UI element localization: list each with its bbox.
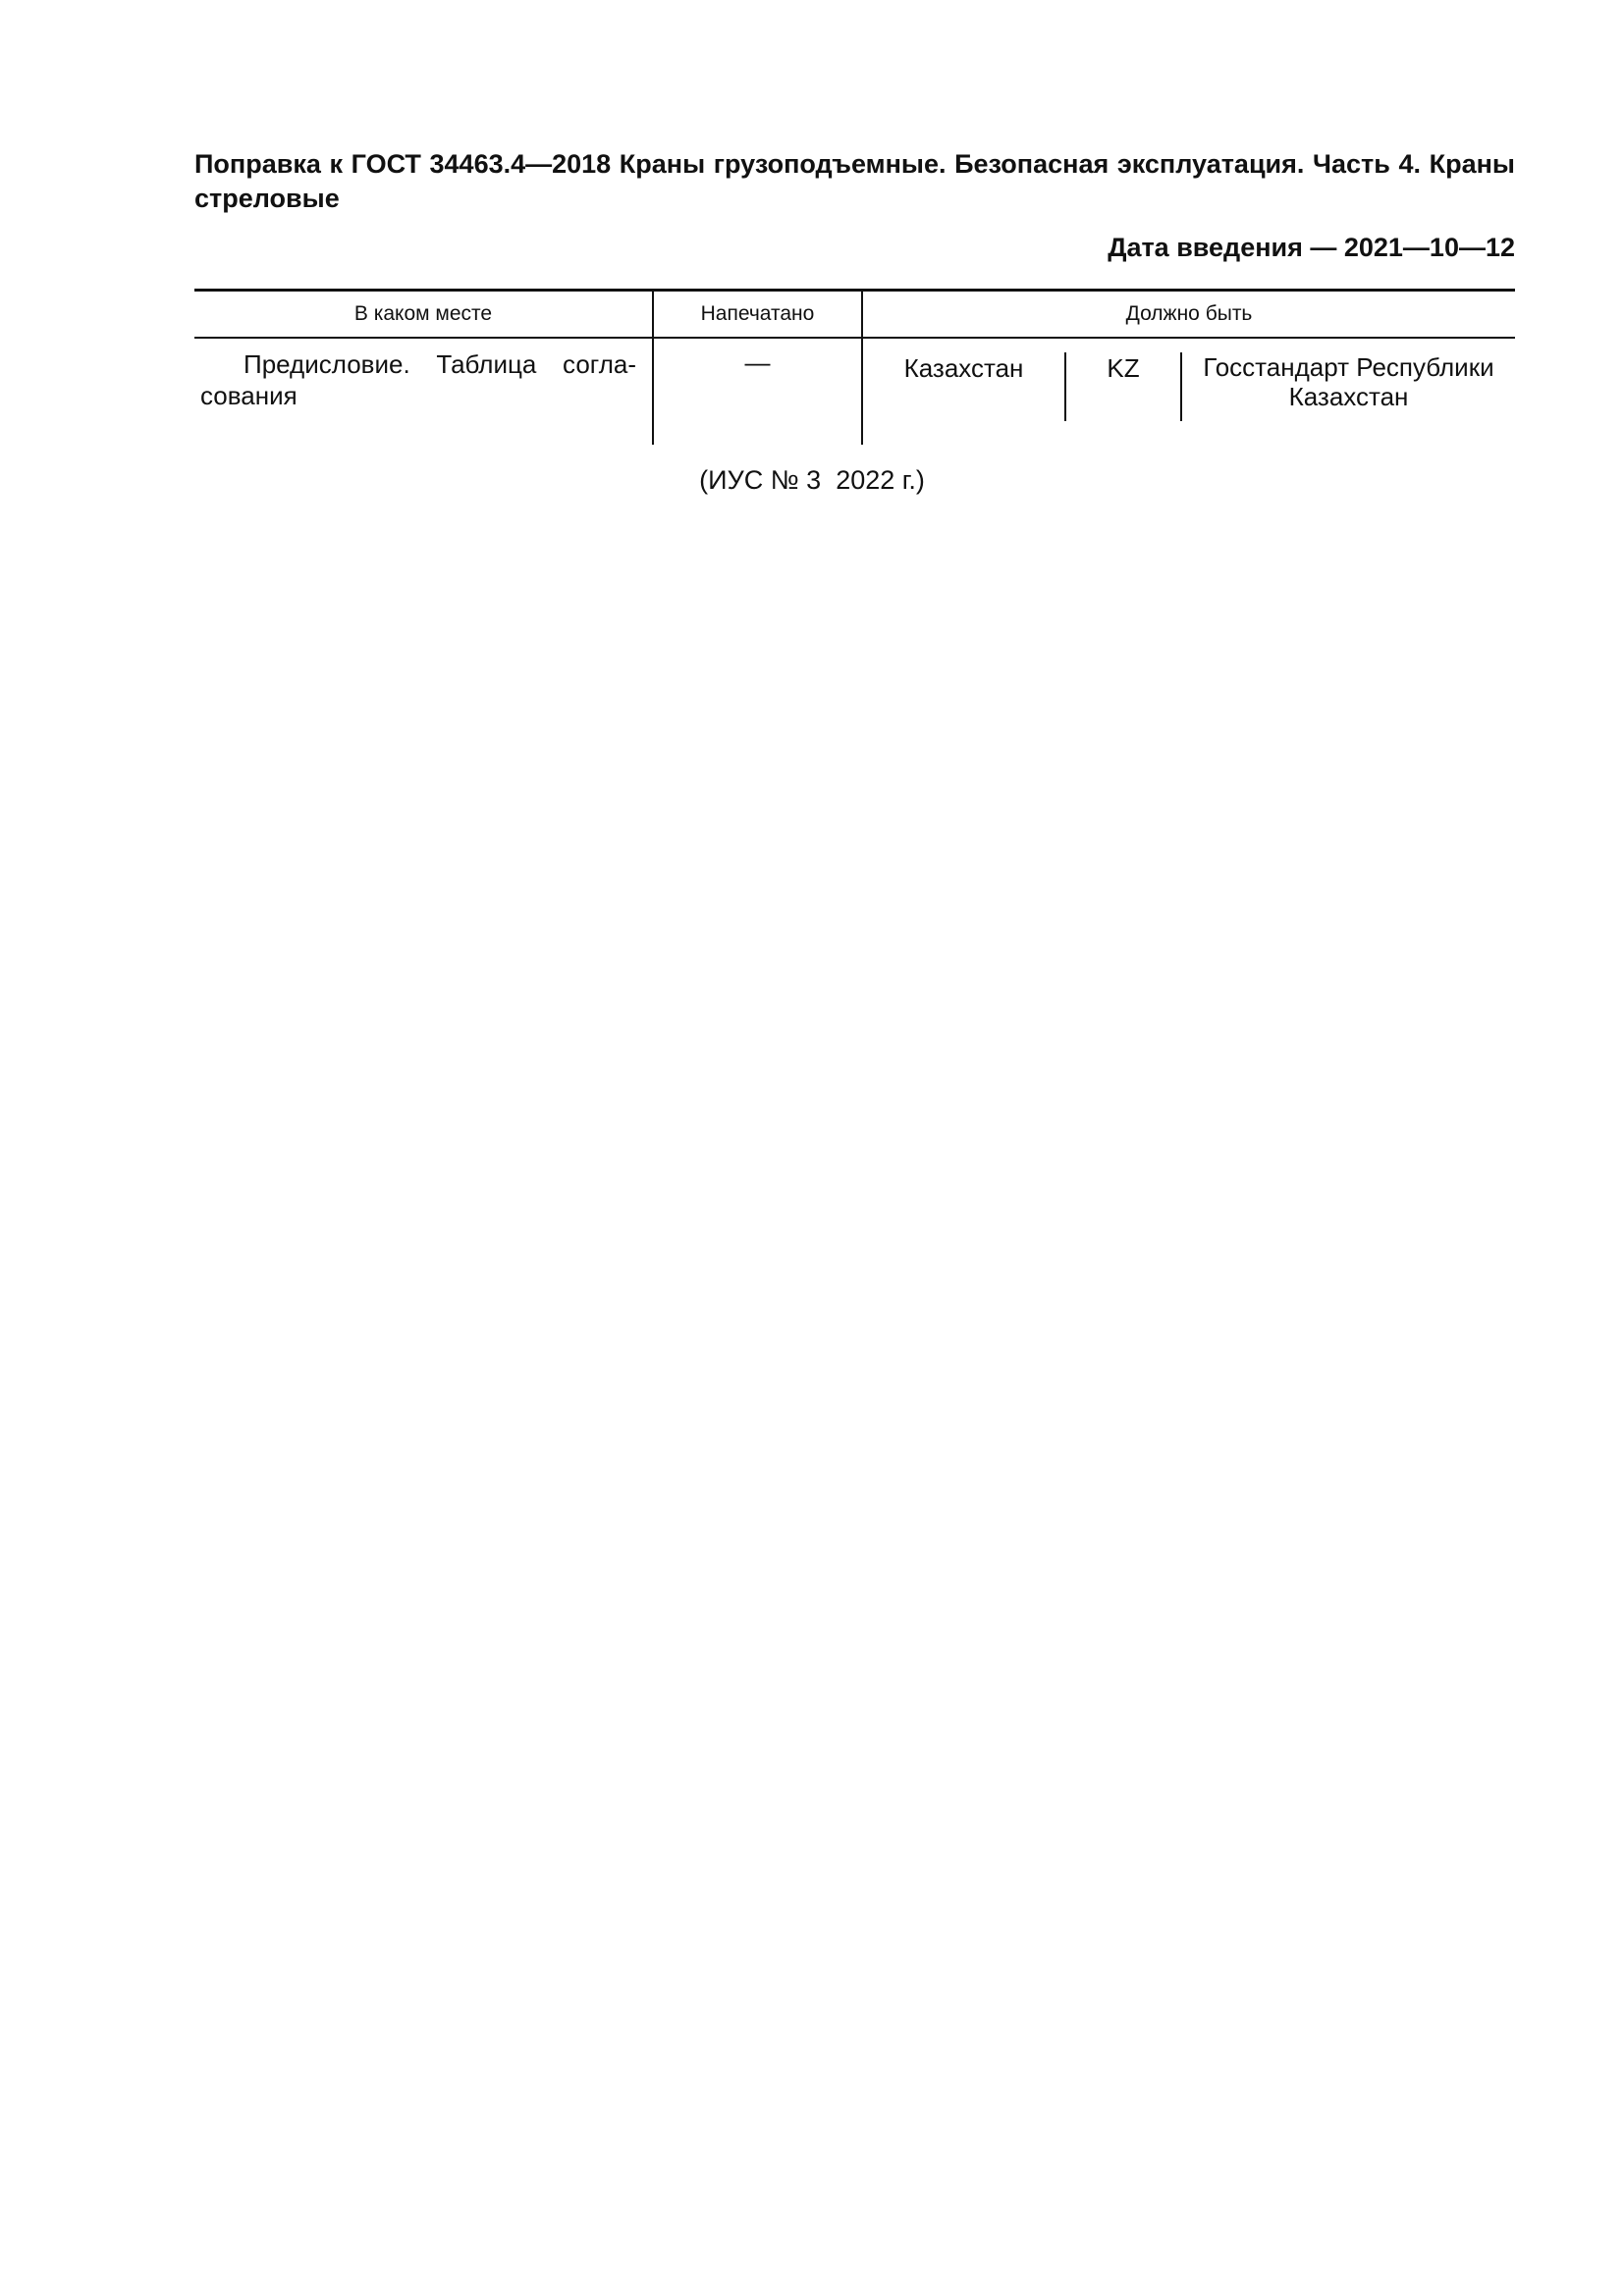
cell-printed: — [653, 338, 862, 445]
cell-country-code: KZ [1064, 352, 1180, 421]
header-should-be: Должно быть [862, 291, 1515, 339]
header-where: В каком месте [194, 291, 653, 339]
cell-country: Казахстан [903, 353, 1024, 383]
introduction-date: Дата введения — 2021—10—12 [1108, 233, 1515, 262]
amendment-table [194, 289, 1515, 445]
document-title: Поправка к ГОСТ 34463.4—2018 Краны грузоподъемные. Безопасная эксплуатация. Часть 4. Краны стреловые [194, 149, 1515, 213]
cell-standards-body: Госстандарт Республики Казахстан [1180, 352, 1515, 421]
should-be-group [863, 339, 1515, 435]
header-printed: Напечатано [653, 291, 862, 339]
cell-should-be [862, 338, 1515, 445]
cell-where: Предисловие. Таблица согла-сования [200, 349, 636, 410]
table-header-row [194, 291, 1515, 339]
table-row [194, 338, 1515, 445]
source-reference: (ИУС № 3 2022 г.) [699, 465, 925, 495]
